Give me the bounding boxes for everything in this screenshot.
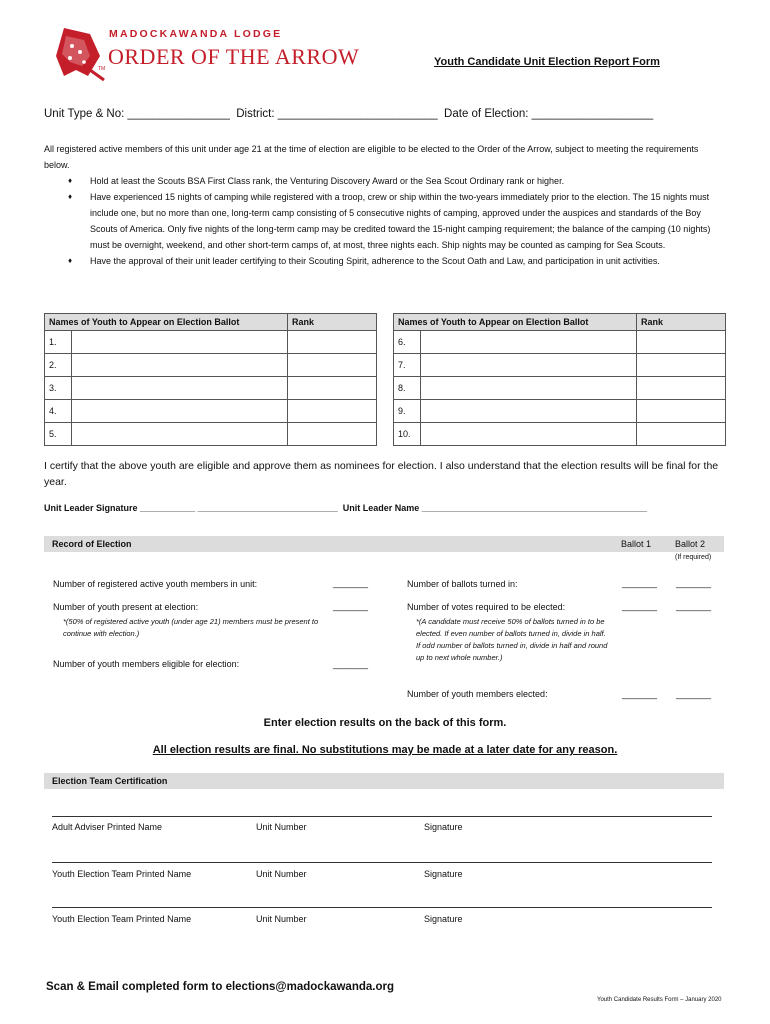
votes-requirement-note: *(A candidate must receive 50% of ballots turned in to be elected. If even number of ballots turned in, divide in half. If odd number of ballots turned in, divide in half and round up to next whole number.) — [416, 617, 608, 662]
form-version-note: Youth Candidate Results Form – January 2020 — [597, 997, 722, 1003]
table-gap — [377, 314, 394, 331]
present-requirement-note: *(50% of registered active youth (under age 21) members must be present to continue with election.) — [63, 617, 319, 638]
rank-cell[interactable] — [637, 423, 726, 446]
rank-cell[interactable] — [288, 377, 377, 400]
table-row — [45, 400, 726, 423]
certification-statement: I certify that the above youth are eligible and approve them as nominees for election. I also understand that the election results will be final for the year. — [44, 460, 719, 488]
nominee-names-table — [44, 313, 726, 446]
ballots-turned-in-ballot1-field[interactable]: _______ — [622, 578, 658, 588]
registered-youth-field[interactable]: _______ — [333, 578, 369, 588]
record-of-election-title: Record of Election — [52, 539, 132, 549]
signature-label: Signature — [424, 822, 463, 832]
votes-required-label: Number of votes required to be elected: — [407, 602, 566, 612]
ballot-1-header: Ballot 1 — [621, 539, 652, 549]
intro-paragraph: All registered active members of this unit under age 21 at the time of election are eligible to be elected to the Order of the Arrow, subject to meeting the requirements below. — [44, 144, 699, 170]
rank-cell[interactable] — [288, 400, 377, 423]
name-cell[interactable]: 8. — [394, 377, 637, 400]
arrowhead-logo-icon — [50, 26, 106, 82]
names-column-header: Names of Youth to Appear on Election Ballot — [45, 314, 288, 331]
unit-leader-signature-line[interactable]: Unit Leader Signature ___________ ____________________________ Unit Leader Name _____________________________________________ — [44, 503, 647, 513]
youth-present-field[interactable]: _______ — [333, 601, 369, 611]
signature-label: Signature — [424, 869, 463, 879]
rank-column-header: Rank — [288, 314, 377, 331]
ballot-2-header: Ballot 2 — [675, 539, 706, 549]
requirement-item: ♦ Have the approval of their unit leader certifying to their Scouting Spirit, adherence to the Scout Oath and Law, and participation in unit activities. — [90, 253, 724, 269]
rank-column-header: Rank — [637, 314, 726, 331]
rank-cell[interactable] — [637, 400, 726, 423]
unit-number-label: Unit Number — [256, 822, 307, 832]
table-row — [45, 377, 726, 400]
members-elected-label: Number of youth members elected: — [407, 689, 548, 699]
team-signature-line-2[interactable] — [52, 862, 712, 863]
name-cell[interactable]: 5. — [45, 423, 288, 446]
ballots-turned-in-label: Number of ballots turned in: — [407, 579, 518, 589]
votes-required-ballot1-field[interactable]: _______ — [622, 601, 658, 611]
requirement-item: ♦ Have experienced 15 nights of camping while registered with a troop, crew or ship within the two-years immediately prior to the election. The 15 nights must include one, but no more than one, long-term camp consisting of 5 consecutive nights of camping, approved under the auspices and standards of the Boy Scouts of America. Only five nights of the long-term camp may be credited toward the 15-night camping requirement; the balance of the camping (10 nights) must be overnight, weekend, and other short-term camps of, at most, three nights each. Ship nights may be counted as camping for Sea Scouts. — [90, 189, 724, 253]
rank-cell[interactable] — [637, 354, 726, 377]
name-cell[interactable]: 3. — [45, 377, 288, 400]
requirement-item: ♦ Hold at least the Scouts BSA First Class rank, the Venturing Discovery Award or the Sea Scout Ordinary rank or higher. — [90, 173, 724, 189]
youth-eligible-label: Number of youth members eligible for election: — [53, 659, 240, 669]
adult-adviser-name-label: Adult Adviser Printed Name — [52, 822, 163, 832]
votes-required-ballot2-field[interactable]: _______ — [676, 601, 712, 611]
youth-team-name-label: Youth Election Team Printed Name — [52, 869, 192, 879]
form-title: Youth Candidate Unit Election Report Form — [434, 56, 660, 68]
lodge-name: MADOCKAWANDA LODGE — [109, 28, 283, 40]
results-final-notice: All election results are final. No substitutions may be made at a later date for any reason. — [152, 744, 618, 756]
name-cell[interactable]: 2. — [45, 354, 288, 377]
rank-cell[interactable] — [288, 331, 377, 354]
name-cell[interactable]: 7. — [394, 354, 637, 377]
unit-number-label: Unit Number — [256, 869, 307, 879]
youth-eligible-field[interactable]: _______ — [333, 659, 369, 669]
team-signature-line-1[interactable] — [52, 816, 712, 817]
name-cell[interactable]: 9. — [394, 400, 637, 423]
table-row — [45, 331, 726, 354]
registered-youth-label: Number of registered active youth members in unit: — [53, 579, 258, 589]
eligibility-intro — [44, 141, 724, 269]
ballots-turned-in-ballot2-field[interactable]: _______ — [676, 578, 712, 588]
if-required-note: (If required) — [675, 554, 712, 561]
members-elected-ballot1-field[interactable]: _______ — [622, 689, 658, 699]
enter-results-notice: Enter election results on the back of this form. — [263, 717, 507, 729]
trademark: TM — [98, 66, 106, 72]
team-signature-line-3[interactable] — [52, 907, 712, 908]
unit-info-line[interactable]: Unit Type & No: ________________ District: _________________________ Date of Election: ___________________ — [44, 108, 654, 120]
name-cell[interactable]: 6. — [394, 331, 637, 354]
table-row — [45, 354, 726, 377]
org-name: ORDER OF THE ARROW — [108, 44, 360, 69]
rank-cell[interactable] — [288, 423, 377, 446]
name-cell[interactable]: 1. — [45, 331, 288, 354]
requirements-list — [44, 173, 724, 269]
rank-cell[interactable] — [637, 331, 726, 354]
scan-email-instructions: Scan & Email completed form to elections@madockawanda.org — [46, 981, 394, 993]
signature-label: Signature — [424, 914, 463, 924]
members-elected-ballot2-field[interactable]: _______ — [676, 689, 712, 699]
unit-number-label: Unit Number — [256, 914, 307, 924]
name-cell[interactable]: 10. — [394, 423, 637, 446]
name-cell[interactable]: 4. — [45, 400, 288, 423]
youth-team-name-label: Youth Election Team Printed Name — [52, 914, 192, 924]
rank-cell[interactable] — [637, 377, 726, 400]
election-team-title: Election Team Certification — [52, 776, 168, 786]
rank-cell[interactable] — [288, 354, 377, 377]
table-row — [45, 423, 726, 446]
names-column-header: Names of Youth to Appear on Election Ballot — [394, 314, 637, 331]
youth-present-label: Number of youth present at election: — [53, 602, 199, 612]
